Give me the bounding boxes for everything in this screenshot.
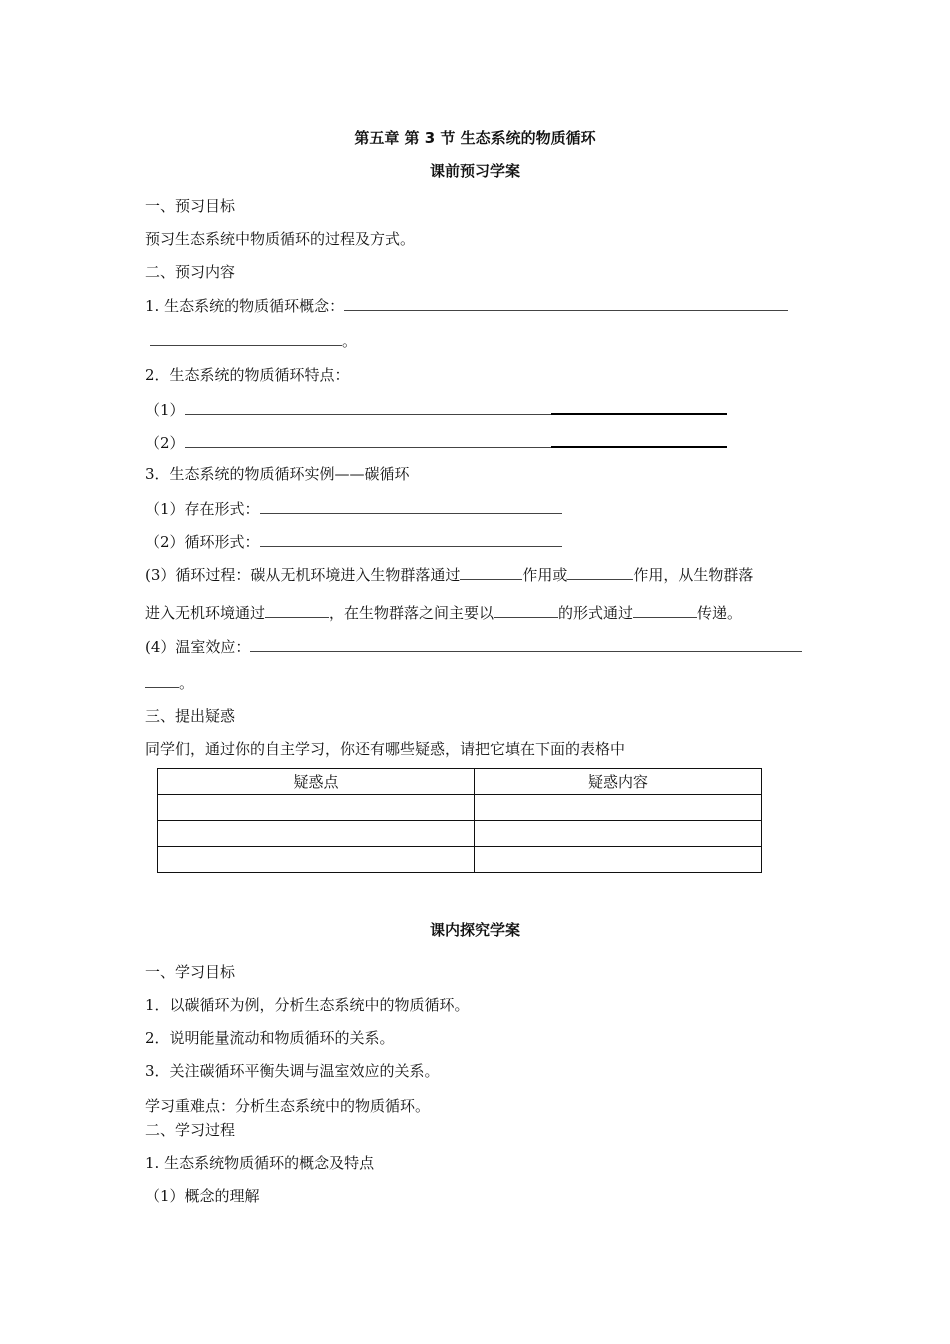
inclass-heading: 课内探究学案 [429,921,520,939]
answer-blank[interactable] [185,432,551,448]
table-cell[interactable] [158,795,475,821]
doubts-table [157,768,762,873]
item-label: （1） [145,401,185,419]
learning-goal: 3．关注碳循环平衡失调与温室效应的关系。 [145,1062,440,1080]
table-header-row [158,769,762,795]
answer-blank[interactable] [185,399,551,415]
question-3: 3．生态系统的物质循环实例——碳循环 [145,465,410,483]
table-header: 疑惑点 [158,769,475,795]
table-cell[interactable] [475,795,762,821]
question-1-label: 1. 生态系统的物质循环概念： [145,297,345,315]
text-segment: 作用或 [522,566,568,584]
learning-goal: 1．以碳循环为例，分析生态系统中的物质循环。 [145,996,470,1014]
text-segment: 进入无机环境通过 [145,604,266,622]
doubts-text: 同学们，通过你的自主学习，你还有哪些疑惑，请把它填在下面的表格中 [145,740,626,758]
question-2a [145,398,727,420]
table-row [158,847,762,873]
text-segment: ，在生物群落之间主要以 [329,604,495,622]
answer-blank[interactable] [260,498,562,514]
item-label: （2）循环形式： [145,533,260,551]
page-title: 第五章 第 3 节 生态系统的物质循环 [354,129,596,147]
question-3-4 [145,636,802,657]
item-label: (4）温室效应： [145,638,251,656]
preview-heading: 课前预习学案 [429,162,520,180]
question-3-1 [145,498,562,519]
table-row [158,795,762,821]
answer-blank[interactable] [494,602,558,618]
item-label: （1）存在形式： [145,500,260,518]
table-cell[interactable] [158,821,475,847]
text-segment: 作用，从生物群落 [633,566,754,584]
preview-content-title: 二、预习内容 [145,263,236,281]
table-cell[interactable] [475,821,762,847]
answer-blank[interactable] [551,431,727,448]
table-cell[interactable] [158,847,475,873]
question-2: 2．生态系统的物质循环特点： [145,366,350,384]
question-2b [145,431,727,453]
answer-blank[interactable] [150,330,342,346]
answer-blank[interactable] [250,636,802,652]
question-3-3-line2 [145,602,742,623]
learning-goals-title: 一、学习目标 [145,963,236,981]
preview-goal-title: 一、预习目标 [145,197,236,215]
key-points: 学习重难点：分析生态系统中的物质循环。 [145,1097,431,1115]
answer-blank[interactable] [260,531,562,547]
answer-blank[interactable] [633,602,697,618]
text-segment: 的形式通过 [558,604,634,622]
table-header: 疑惑内容 [475,769,762,795]
answer-blank[interactable] [145,672,179,688]
answer-blank[interactable] [344,295,788,311]
table-row [158,821,762,847]
period: 。 [342,332,358,350]
preview-goal-text: 预习生态系统中物质循环的过程及方式。 [145,230,416,248]
question-3-4-continued [145,672,194,693]
answer-blank[interactable] [551,398,727,415]
question-1-continued [150,330,357,351]
text-segment: (3）循环过程：碳从无机环境进入生物群落通过 [145,566,461,584]
item-label: （2） [145,434,185,452]
process-subitem: （1）概念的理解 [145,1187,260,1205]
process-item: 1. 生态系统物质循环的概念及特点 [145,1154,375,1172]
period: 。 [179,674,195,692]
table-cell[interactable] [475,847,762,873]
answer-blank[interactable] [265,602,329,618]
learning-process-title: 二、学习过程 [145,1121,236,1139]
text-segment: 传递。 [697,604,743,622]
answer-blank[interactable] [460,564,522,580]
question-1 [145,295,788,316]
learning-goal: 2．说明能量流动和物质循环的关系。 [145,1029,395,1047]
question-3-2 [145,531,562,552]
answer-blank[interactable] [567,564,633,580]
question-3-3-line1 [145,564,753,585]
doubts-title: 三、提出疑惑 [145,707,236,725]
